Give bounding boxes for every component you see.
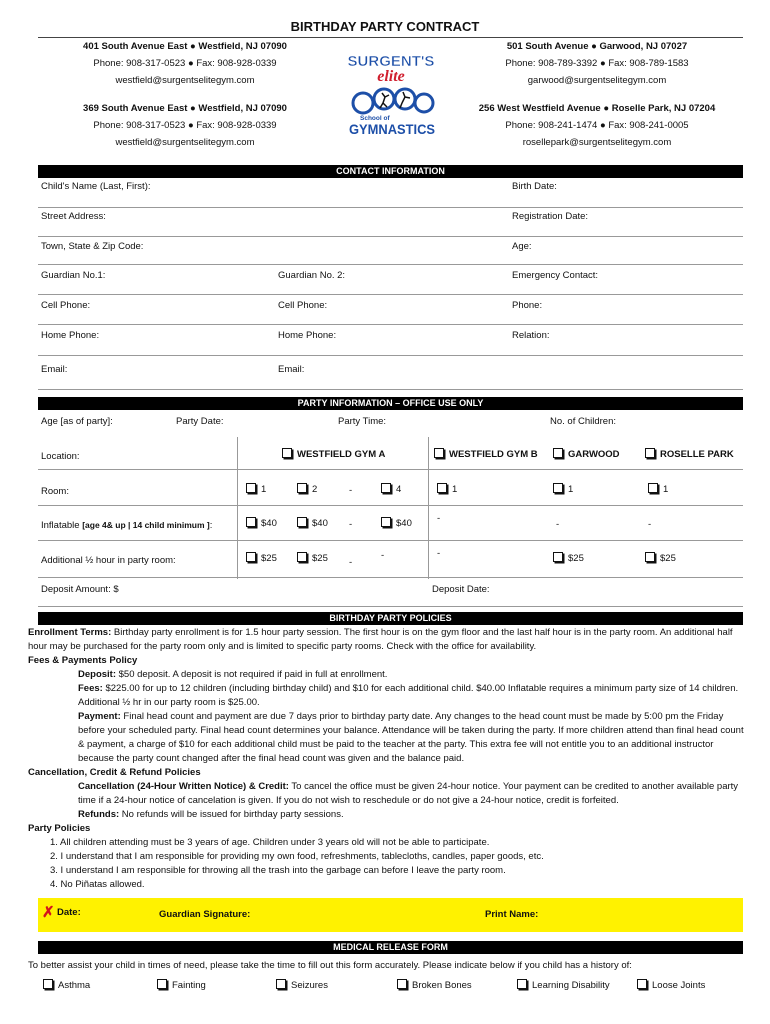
- room-label: Room:: [41, 486, 69, 497]
- location-westfield-a-checkbox[interactable]: [282, 448, 385, 460]
- inflatable-a2-checkbox[interactable]: [297, 517, 328, 529]
- inflatable-text: Inflatable: [41, 520, 83, 531]
- checkbox-label: 1: [568, 484, 574, 495]
- inflatable-label: [41, 520, 212, 531]
- half-hour-roselle-checkbox[interactable]: [645, 552, 676, 564]
- location-email: garwood@surgentselitegym.com: [527, 75, 667, 86]
- location-address: 369 South Avenue East ● Westfield, NJ 07090: [83, 103, 287, 114]
- party-rule: 2. I understand that I am responsible for providing my own food, refreshments, tablecloths, candles, paper goods, etc.: [50, 851, 544, 862]
- checkbox-box[interactable]: [297, 483, 307, 493]
- policies-header: BIRTHDAY PARTY POLICIES: [38, 612, 743, 625]
- fees-heading: Fees & Payments Policy: [28, 655, 138, 666]
- medical-broken-bones-checkbox[interactable]: [397, 979, 472, 991]
- checkbox-label: ROSELLE PARK: [660, 449, 734, 460]
- checkbox-box[interactable]: [282, 448, 292, 458]
- checkbox-label: WESTFIELD GYM B: [449, 449, 538, 460]
- medical-fainting-checkbox[interactable]: [157, 979, 206, 991]
- row-divider: [38, 264, 743, 265]
- phone-label: Phone:: [512, 300, 543, 311]
- half-hour-a1-checkbox[interactable]: [246, 552, 277, 564]
- half-hour-a3-na: -: [349, 557, 353, 568]
- children-count-label: No. of Children:: [550, 416, 617, 427]
- cancellation-heading: Cancellation (24-Hour Written Notice) & Credit:: [78, 781, 289, 792]
- relation-label: Relation:: [512, 330, 550, 341]
- party-rule: 4. No Piñatas allowed.: [50, 879, 145, 890]
- birth-date-label: Birth Date:: [512, 181, 557, 192]
- room-a4-checkbox[interactable]: [381, 483, 401, 495]
- half-hour-label: Additional ½ hour in party room:: [41, 555, 176, 566]
- checkbox-box[interactable]: [645, 552, 655, 562]
- payment-text: Final head count and payment are due 7 days prior to birthday party date. Any changes to the head count must be made by 5:00 pm the Friday before your scheduled party. Final head count determines your balance. Attendance will be taken during the party. If more children attend than final head count & payment, a charge of $10 for each additional child must be paid to the teacher at the party. This extra fee will not entitle you to an additional instructor because the party count changed after the final head count was given and the balance paid.: [78, 711, 744, 764]
- refunds-heading: Refunds:: [78, 809, 120, 820]
- party-header: PARTY INFORMATION – OFFICE USE ONLY: [38, 397, 743, 410]
- guardian-signature-label[interactable]: Guardian Signature:: [159, 909, 251, 920]
- checkbox-box[interactable]: [297, 552, 307, 562]
- guardian2-label: Guardian No. 2:: [278, 270, 346, 281]
- location-address: 256 West Westfield Avenue ● Roselle Park, NJ 07204: [478, 103, 716, 114]
- medical-asthma-checkbox[interactable]: [43, 979, 90, 991]
- checkbox-box[interactable]: [381, 483, 391, 493]
- checkbox-label: GARWOOD: [568, 449, 620, 460]
- home2-label: Home Phone:: [278, 330, 337, 341]
- row-divider: [38, 324, 743, 325]
- payment-policy: [28, 710, 748, 766]
- signature-row: [38, 898, 743, 932]
- room-a3-na: -: [349, 485, 353, 496]
- logo-line1: SURGENT'S: [347, 53, 435, 70]
- row-divider: [38, 606, 743, 607]
- checkbox-box[interactable]: [434, 448, 444, 458]
- registration-date-label: Registration Date:: [512, 211, 589, 222]
- checkbox-box[interactable]: [437, 483, 447, 493]
- logo-line3: School of: [360, 115, 390, 122]
- logo-ring: [415, 94, 433, 112]
- row-divider: [38, 294, 743, 295]
- row-divider: [38, 207, 743, 208]
- email1-label: Email:: [41, 364, 68, 375]
- party-time-label: Party Time:: [338, 416, 387, 427]
- deposit-date-label: Deposit Date:: [432, 584, 490, 595]
- checkbox-label: Loose Joints: [652, 980, 706, 991]
- checkbox-label: $25: [261, 553, 277, 564]
- deposit-text: $50 deposit. A deposit is not required if paid in full at enrollment.: [116, 669, 388, 680]
- row-divider: [38, 355, 743, 356]
- checkbox-label: $25: [312, 553, 328, 564]
- row-divider: [38, 469, 743, 470]
- enrollment-terms: [28, 626, 748, 654]
- fees-label: Fees:: [78, 683, 103, 694]
- enrollment-heading: Enrollment Terms:: [28, 627, 112, 638]
- checkbox-box[interactable]: [645, 448, 655, 458]
- checkbox-box[interactable]: [297, 517, 307, 527]
- fees-policy: [28, 682, 748, 710]
- refund-policy: [28, 808, 748, 822]
- location-label: Location:: [41, 451, 80, 462]
- checkbox-box[interactable]: [246, 517, 256, 527]
- cancellation-text: To cancel the office must be given 24-hour notice. Your payment can be credited to another available party time if a 24-hour notice of cancelation is given. If you do not wish to reschedule or do not give a 24-hour notice, credit is forfeited.: [78, 781, 739, 806]
- cancellation-policy: [28, 780, 748, 808]
- gym-logo: [346, 48, 436, 140]
- checkbox-box[interactable]: [246, 552, 256, 562]
- checkbox-box[interactable]: [276, 979, 286, 989]
- room-b1-checkbox[interactable]: [437, 483, 457, 495]
- party-policies-heading: Party Policies: [28, 823, 91, 834]
- checkbox-box[interactable]: [397, 979, 407, 989]
- location-address: 401 South Avenue East ● Westfield, NJ 07090: [83, 41, 287, 52]
- checkbox-label: 1: [261, 484, 267, 495]
- inflatable-a3-na: -: [349, 519, 353, 530]
- cell2-label: Cell Phone:: [278, 300, 328, 311]
- location-email: westfield@surgentselitegym.com: [115, 137, 255, 148]
- location-roselle-checkbox[interactable]: [645, 448, 734, 460]
- page-title: BIRTHDAY PARTY CONTRACT: [290, 19, 480, 34]
- half-hour-garwood-checkbox[interactable]: [553, 552, 584, 564]
- checkbox-box[interactable]: [381, 517, 391, 527]
- deposit-policy: [28, 668, 748, 682]
- room-roselle-checkbox[interactable]: [648, 483, 668, 495]
- logo-ring: [353, 93, 373, 113]
- party-date-label: Party Date:: [176, 416, 224, 427]
- inflatable-garwood-na: -: [556, 519, 560, 530]
- medical-seizures-checkbox[interactable]: [276, 979, 328, 991]
- half-hour-a2-checkbox[interactable]: [297, 552, 328, 564]
- home1-label: Home Phone:: [41, 330, 100, 341]
- location-phone: Phone: 908-317-0523 ● Fax: 908-928-0339: [93, 58, 277, 69]
- checkbox-label: $25: [660, 553, 676, 564]
- checkbox-label: $25: [568, 553, 584, 564]
- room-a1-checkbox[interactable]: [246, 483, 266, 495]
- location-email: rosellepark@surgentselitegym.com: [522, 137, 672, 148]
- town-label: Town, State & Zip Code:: [41, 241, 144, 252]
- gymnast-figure: [400, 92, 410, 108]
- location-phone: Phone: 908-317-0523 ● Fax: 908-928-0339: [93, 120, 277, 131]
- checkbox-label: 4: [396, 484, 402, 495]
- checkbox-box[interactable]: [157, 979, 167, 989]
- cell1-label: Cell Phone:: [41, 300, 91, 311]
- location-phone: Phone: 908-789-3392 ● Fax: 908-789-1583: [505, 58, 689, 69]
- half-hour-b-na: -: [437, 548, 441, 559]
- medical-header: MEDICAL RELEASE FORM: [38, 941, 743, 954]
- medical-learning-disability-checkbox[interactable]: [517, 979, 610, 991]
- policies-body: [28, 626, 748, 892]
- location-westfield-b-checkbox[interactable]: [434, 448, 538, 460]
- street-label: Street Address:: [41, 211, 106, 222]
- half-hour-a4-na: -: [381, 550, 385, 561]
- checkbox-label: $40: [396, 518, 412, 529]
- column-divider: [428, 437, 429, 579]
- checkbox-box[interactable]: [553, 448, 563, 458]
- checkbox-label: WESTFIELD GYM A: [297, 449, 386, 460]
- age-label: Age:: [512, 241, 532, 252]
- row-divider: [38, 540, 743, 541]
- party-rule: 3. I understand I am responsible for throwing all the trash into the garbage can before I leave the party room.: [50, 865, 506, 876]
- checkbox-box[interactable]: [517, 979, 527, 989]
- medical-loose-joints-checkbox[interactable]: [637, 979, 705, 991]
- room-garwood-checkbox[interactable]: [553, 483, 573, 495]
- checkbox-label: Asthma: [58, 980, 91, 991]
- checkbox-label: $40: [261, 518, 277, 529]
- refunds-text: No refunds will be issued for birthday party sessions.: [119, 809, 344, 820]
- inflatable-colon: :: [209, 520, 213, 531]
- email2-label: Email:: [278, 364, 305, 375]
- location-garwood-checkbox[interactable]: [553, 448, 620, 460]
- inflatable-a4-checkbox[interactable]: [381, 517, 412, 529]
- child-name-label: Child's Name (Last, First):: [41, 181, 151, 192]
- enrollment-text: Birthday party enrollment is for 1.5 hour party session. The first hour is on the gym floor and the last half hour is in the party room. An additional half hour may be purchased for the party room only and is limited to specific party rooms. Check with the office for availability.: [28, 627, 733, 652]
- column-divider: [237, 437, 238, 579]
- gymnast-figure: [380, 93, 389, 108]
- deposit-amount-label: Deposit Amount: $: [41, 584, 119, 595]
- location-roselle-park: [467, 100, 727, 151]
- signature-date-label[interactable]: Date:: [57, 907, 81, 918]
- deposit-heading: Deposit:: [78, 669, 116, 680]
- row-divider: [38, 577, 743, 578]
- payment-heading: Payment:: [78, 711, 121, 722]
- checkbox-box[interactable]: [43, 979, 53, 989]
- checkbox-box[interactable]: [648, 483, 658, 493]
- checkbox-box[interactable]: [246, 483, 256, 493]
- row-divider: [38, 505, 743, 506]
- checkbox-label: Broken Bones: [412, 980, 472, 991]
- checkbox-box[interactable]: [637, 979, 647, 989]
- checkbox-label: Learning Disability: [532, 980, 610, 991]
- location-address: 501 South Avenue ● Garwood, NJ 07027: [506, 41, 688, 52]
- location-email: westfield@surgentselitegym.com: [115, 75, 255, 86]
- checkbox-label: $40: [312, 518, 328, 529]
- logo-ring: [395, 89, 415, 109]
- checkbox-label: 1: [663, 484, 669, 495]
- checkbox-label: Fainting: [172, 980, 206, 991]
- emergency-label: Emergency Contact:: [512, 270, 599, 281]
- contact-header: CONTACT INFORMATION: [38, 165, 743, 178]
- party-rule: 1. All children attending must be 3 years of age. Children under 3 years old will not be able to participate.: [50, 837, 490, 848]
- location-westfield-369: [55, 100, 315, 151]
- logo-line4: GYMNASTICS: [349, 121, 435, 137]
- inflatable-b-na: -: [437, 513, 441, 524]
- guardian1-label: Guardian No.1:: [41, 270, 106, 281]
- row-divider: [38, 236, 743, 237]
- checkbox-box[interactable]: [553, 552, 563, 562]
- location-garwood: [467, 38, 727, 89]
- x-mark-icon: ✗: [42, 904, 55, 921]
- location-westfield-401: [55, 38, 315, 89]
- inflatable-note: [age 4& up | 14 child minimum ]: [82, 520, 210, 530]
- checkbox-box[interactable]: [553, 483, 563, 493]
- location-phone: Phone: 908-241-1474 ● Fax: 908-241-0005: [505, 120, 689, 131]
- inflatable-a1-checkbox[interactable]: [246, 517, 277, 529]
- room-a2-checkbox[interactable]: [297, 483, 317, 495]
- checkbox-label: 1: [452, 484, 458, 495]
- inflatable-roselle-na: -: [648, 519, 652, 530]
- print-name-label[interactable]: Print Name:: [485, 909, 539, 920]
- checkbox-label: 2: [312, 484, 318, 495]
- logo-line2: elite: [377, 68, 405, 85]
- medical-intro: To better assist your child in times of need, please take the time to fill out this form accurately. Please indicate below if you child has a history of:: [28, 960, 632, 971]
- party-age-label: Age [as of party]:: [41, 416, 113, 427]
- row-divider: [38, 389, 743, 390]
- checkbox-label: Seizures: [291, 980, 328, 991]
- fees-text: $225.00 for up to 12 children (including birthday child) and $10 for each additional child. $40.00 Inflatable requires a minimum party size of 14 children. Additional ½ hr in our party room is $25.00.: [78, 683, 739, 708]
- cancel-heading: Cancellation, Credit & Refund Policies: [28, 767, 201, 778]
